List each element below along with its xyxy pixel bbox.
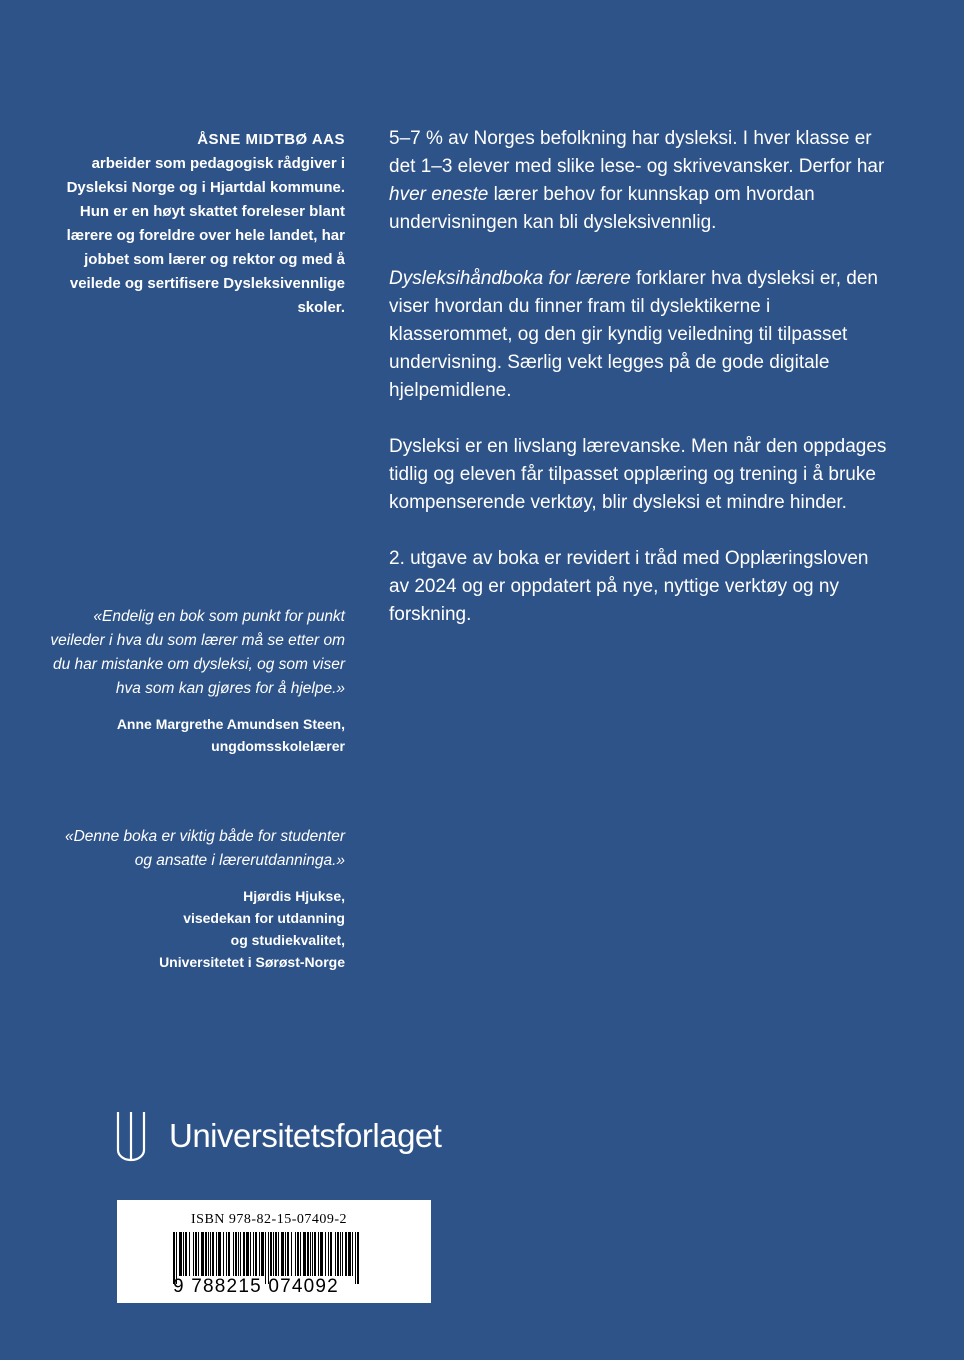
barcode-bar: [337, 1232, 339, 1276]
barcode-bar: [352, 1232, 353, 1276]
barcode-bar: [243, 1232, 245, 1276]
quote-attribution: Hjørdis Hjukse, visedekan for utdanning og studiekvalitet, Universitetet i Sørøst-Norge: [159, 888, 345, 970]
barcode-bar: [281, 1232, 284, 1276]
barcode-digits: 9 788215 074092: [173, 1276, 339, 1297]
barcode-bar: [335, 1232, 336, 1276]
testimonial-quote-2: [45, 825, 345, 973]
barcode-bar: [208, 1232, 209, 1276]
book-description: [389, 125, 889, 657]
barcode-bar: [255, 1232, 257, 1276]
author-name: ÅSNE MIDTBØ AAS: [197, 131, 345, 148]
barcode-bar: [275, 1232, 277, 1276]
barcode-bar: [240, 1232, 241, 1276]
barcode-bar: [226, 1232, 227, 1276]
publisher: [115, 1110, 441, 1162]
isbn-label: ISBN 978-82-15-07409-2: [191, 1212, 348, 1227]
barcode-bar: [193, 1232, 194, 1276]
barcode-bar: [314, 1232, 316, 1276]
barcode-bar: [218, 1232, 221, 1276]
barcode-bar: [253, 1232, 254, 1276]
barcode-bar: [261, 1232, 264, 1276]
barcode-bar: [212, 1232, 214, 1276]
barcode-bar: [325, 1232, 326, 1276]
testimonial-quote-1: [45, 605, 345, 757]
quote-text: «Endelig en bok som punkt for punkt veileder i hva du som lærer må se etter om du har mistanke om dysleksi, og som viser hva som kan gjøres for å hjelpe.»: [50, 608, 345, 697]
barcode-bar: [189, 1232, 190, 1276]
barcode-bar: [205, 1232, 207, 1276]
barcode-bar: [318, 1232, 319, 1276]
description-paragraph-3: Dysleksi er en livslang lærevanske. Men når den oppdages tidlig og eleven får tilpasset opplæring og trening i å bruke kompenserende verktøy, blir dysleksi et mindre hinder.: [389, 436, 887, 513]
author-bio-text: arbeider som pedagogisk rådgiver i Dysleksi Norge og i Hjartdal kommune. Hun er en høyt skattet foreleser blant lærere og foreldre over hele landet, har jobbet som lærer og rektor og med å veilede og sertifisere Dysleksivennlige skoler.: [66, 155, 345, 316]
description-paragraph-1: 5–7 % av Norges befolkning har dysleksi. I hver klasse er det 1–3 elever med slike lese- og skrivevansker. Derfor har hver eneste lærer behov for kunnskap om hvordan undervisningen kan bli dysleksivennlig.: [389, 128, 885, 233]
barcode-bar: [297, 1232, 299, 1276]
barcode-bar: [259, 1232, 260, 1276]
barcode-bar: [238, 1232, 239, 1276]
barcode-bar: [235, 1232, 237, 1276]
author-bio: [40, 128, 345, 320]
barcode-bar: [291, 1232, 292, 1276]
barcode-bar: [233, 1232, 234, 1276]
barcode-bar: [295, 1232, 296, 1276]
description-paragraph-4: 2. utgave av boka er revidert i tråd med Opplæringsloven av 2024 og er oppdatert på nye, nyttige verktøy og ny forskning.: [389, 548, 869, 625]
barcode-bar: [307, 1232, 309, 1276]
barcode-bar: [300, 1232, 301, 1276]
barcode-bar: [228, 1232, 230, 1276]
barcode-bar: [201, 1232, 204, 1276]
barcode-bar: [328, 1232, 329, 1276]
description-paragraph-2: Dysleksihåndboka for lærere forklarer hva dysleksi er, den viser hvordan du finner fram til dyslektikerne i klasserommet, og den gir kyndig veiledning til tilpasset undervisning. Særlig vekt legges på de gode digitale hjelpemidlene.: [389, 268, 878, 401]
barcode-bar: [345, 1232, 347, 1276]
barcode-bar: [285, 1232, 286, 1276]
barcode-bar: [216, 1232, 217, 1276]
barcode-bar: [223, 1232, 224, 1276]
barcode-bar: [195, 1232, 197, 1276]
barcode-bar: [183, 1232, 184, 1276]
barcode-bar: [179, 1232, 182, 1276]
barcode-bar: [278, 1232, 279, 1276]
barcode-bar: [287, 1232, 289, 1276]
barcode-bar: [312, 1232, 313, 1276]
barcode-bar: [185, 1232, 187, 1276]
isbn-barcode: [117, 1200, 431, 1303]
barcode-bar: [246, 1232, 249, 1276]
barcode-bar: [348, 1232, 351, 1276]
barcode-bar: [303, 1232, 306, 1276]
barcode-bar: [330, 1232, 332, 1276]
barcode-bar: [342, 1232, 343, 1276]
barcode-bar: [198, 1232, 199, 1276]
barcode-bar: [270, 1232, 272, 1276]
barcode-bar: [340, 1232, 341, 1276]
universitetsforlaget-logo-icon: [115, 1110, 147, 1162]
barcode-bar: [320, 1232, 323, 1276]
quote-text: «Denne boka er viktig både for studenter og ansatte i lærerutdanninga.»: [64, 828, 345, 869]
quote-attribution: Anne Margrethe Amundsen Steen, ungdomsskolelærer: [116, 716, 345, 754]
barcode-bar: [310, 1232, 311, 1276]
barcode-bar: [273, 1232, 274, 1276]
barcode-bar: [250, 1232, 251, 1276]
publisher-name: Universitetsforlaget: [169, 1117, 442, 1154]
barcode-bar: [210, 1232, 211, 1276]
